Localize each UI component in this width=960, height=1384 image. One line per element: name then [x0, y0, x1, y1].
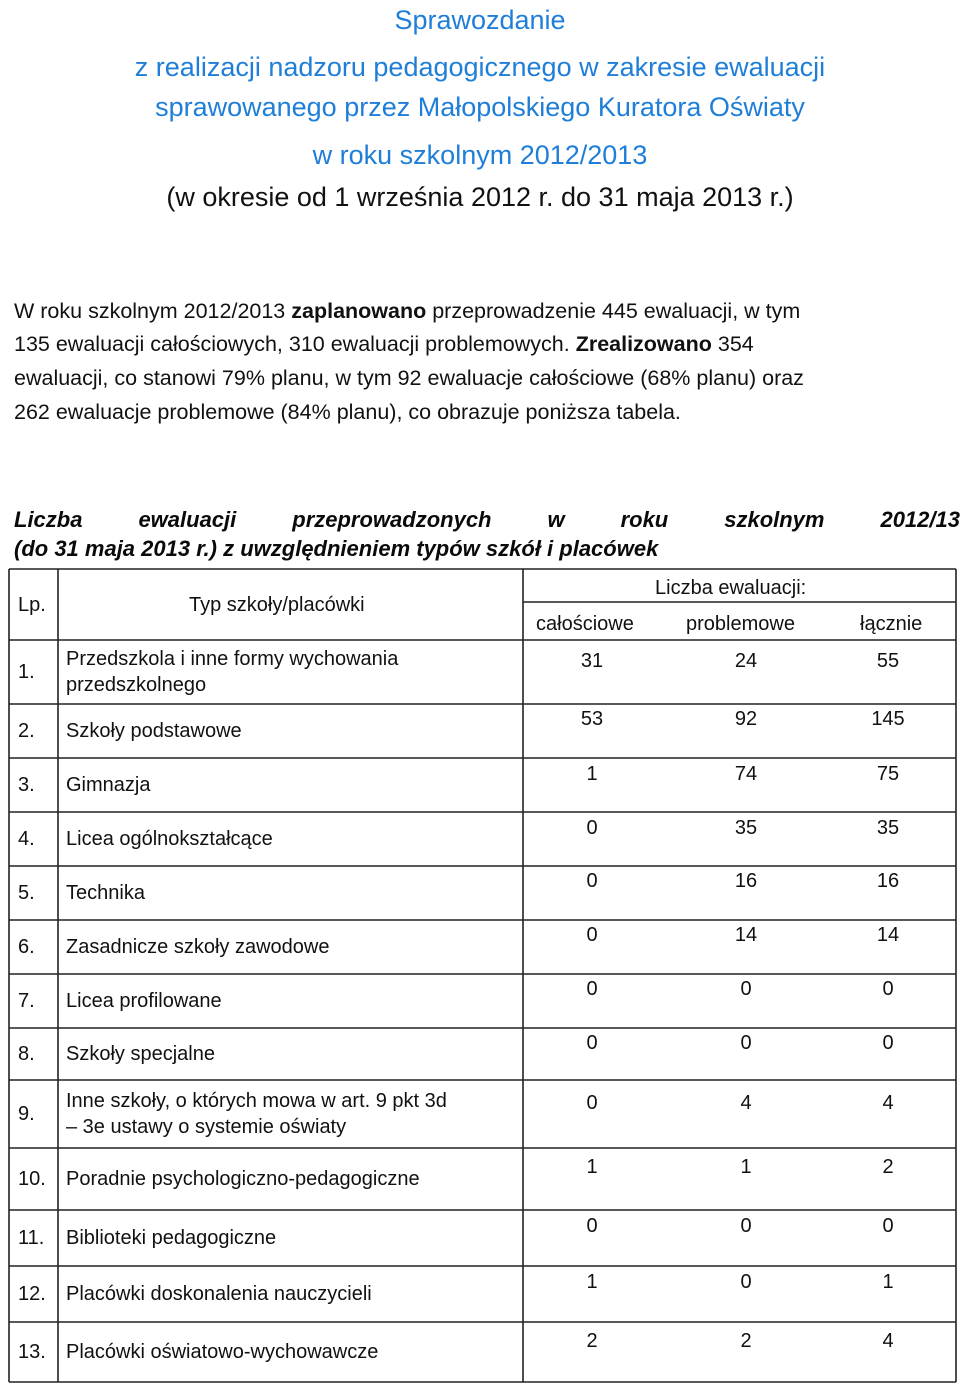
row-type: Szkoły specjalne: [66, 1043, 215, 1065]
table-heading-word: ewaluacji: [138, 507, 237, 532]
header-evaluation-count: Liczba ewaluacji:: [655, 577, 807, 599]
row-problem-count: 74: [734, 763, 758, 785]
row-type: Gimnazja: [66, 774, 151, 796]
row-problem-count: 0: [740, 1215, 752, 1237]
row-comprehensive-count: 0: [586, 1032, 598, 1054]
report-subtitle-line-1: z realizacji nadzoru pedagogicznego w zakresie ewaluacji: [134, 52, 826, 82]
table-heading-word: Liczba: [14, 507, 83, 532]
row-lp: 11.: [18, 1227, 45, 1249]
table-heading-word: przeprowadzonych: [292, 507, 492, 532]
row-total-count: 35: [876, 817, 900, 839]
intro-line-2: 135 ewaluacji całościowych, 310 ewaluacji problemowych. Zrealizowano 354: [14, 332, 754, 356]
header-comprehensive: całościowe: [536, 613, 634, 635]
row-total-count: 14: [876, 924, 900, 946]
row-comprehensive-count: 0: [586, 817, 598, 839]
report-school-year: w roku szkolnym 2012/2013: [312, 140, 648, 170]
row-comprehensive-count: 0: [586, 1092, 598, 1114]
intro-line-3: ewaluacji, co stanowi 79% planu, w tym 92 ewaluacje całościowe (68% planu) oraz: [14, 366, 804, 390]
row-problem-count: 0: [740, 1271, 752, 1293]
row-total-count: 4: [882, 1330, 894, 1352]
row-total-count: 0: [882, 1032, 894, 1054]
table-heading-word: roku: [620, 507, 669, 532]
row-problem-count: 24: [734, 650, 758, 672]
row-total-count: 16: [876, 870, 900, 892]
row-comprehensive-count: 0: [586, 978, 598, 1000]
row-type: Placówki doskonalenia nauczycieli: [66, 1283, 372, 1305]
table-heading-word: w: [547, 507, 565, 532]
row-lp: 13.: [18, 1341, 46, 1363]
row-problem-count: 0: [740, 978, 752, 1000]
row-type: Placówki oświatowo-wychowawcze: [66, 1341, 379, 1363]
row-comprehensive-count: 1: [586, 1271, 598, 1293]
row-lp: 8.: [18, 1043, 35, 1065]
row-type: – 3e ustawy o systemie oświaty: [66, 1116, 347, 1138]
row-comprehensive-count: 0: [586, 1215, 598, 1237]
row-total-count: 0: [882, 978, 894, 1000]
row-lp: 1.: [18, 661, 35, 683]
row-total-count: 55: [876, 650, 900, 672]
row-total-count: 145: [871, 708, 905, 730]
header-lp: Lp.: [18, 594, 46, 616]
row-total-count: 0: [882, 1215, 894, 1237]
row-type: Szkoły podstawowe: [66, 720, 242, 742]
row-comprehensive-count: 31: [580, 650, 604, 672]
row-lp: 3.: [18, 774, 35, 796]
row-problem-count: 1: [740, 1156, 752, 1178]
row-total-count: 4: [882, 1092, 894, 1114]
header-type: Typ szkoły/placówki: [189, 594, 365, 616]
row-type: Technika: [66, 882, 145, 904]
table-heading-line-2: (do 31 maja 2013 r.) z uwzględnieniem typów szkół i placówek: [14, 536, 659, 561]
row-comprehensive-count: 0: [586, 924, 598, 946]
row-comprehensive-count: 53: [580, 708, 604, 730]
row-lp: 9.: [18, 1103, 35, 1125]
row-total-count: 2: [882, 1156, 894, 1178]
row-comprehensive-count: 2: [586, 1330, 598, 1352]
row-type: Przedszkola i inne formy wychowania: [66, 648, 399, 670]
header-total: łącznie: [860, 613, 923, 635]
row-type: Biblioteki pedagogiczne: [66, 1227, 277, 1249]
table-heading-line-1: [14, 505, 960, 534]
row-lp: 12.: [18, 1283, 46, 1305]
row-comprehensive-count: 1: [586, 763, 598, 785]
row-type: Zasadnicze szkoły zawodowe: [66, 936, 330, 958]
report-subtitle-line-2: sprawowanego przez Małopolskiego Kuratora Oświaty: [155, 92, 805, 122]
row-comprehensive-count: 0: [586, 870, 598, 892]
intro-line-1: W roku szkolnym 2012/2013 zaplanowano przeprowadzenie 445 ewaluacji, w tym: [14, 299, 801, 323]
header-problem: problemowe: [686, 613, 795, 635]
row-problem-count: 2: [740, 1330, 752, 1352]
row-total-count: 1: [882, 1271, 894, 1293]
row-problem-count: 16: [734, 870, 758, 892]
report-period: (w okresie od 1 września 2012 r. do 31 maja 2013 r.): [166, 182, 794, 212]
row-type: Licea ogólnokształcące: [66, 828, 273, 850]
row-lp: 5.: [18, 882, 35, 904]
row-lp: 2.: [18, 720, 35, 742]
row-problem-count: 35: [734, 817, 758, 839]
row-problem-count: 4: [740, 1092, 752, 1114]
table-heading-word: szkolnym: [724, 507, 825, 532]
row-type: Poradnie psychologiczno-pedagogiczne: [66, 1168, 420, 1190]
row-lp: 10.: [18, 1168, 46, 1190]
row-problem-count: 92: [734, 708, 758, 730]
row-comprehensive-count: 1: [586, 1156, 598, 1178]
report-title: Sprawozdanie: [394, 5, 566, 35]
row-lp: 4.: [18, 828, 35, 850]
row-type: Inne szkoły, o których mowa w art. 9 pkt 3d: [66, 1090, 447, 1112]
row-problem-count: 14: [734, 924, 758, 946]
row-lp: 6.: [18, 936, 35, 958]
table-heading-word: 2012/13: [880, 507, 960, 532]
row-type: przedszkolnego: [66, 674, 207, 696]
row-total-count: 75: [876, 763, 900, 785]
row-problem-count: 0: [740, 1032, 752, 1054]
intro-line-4: 262 ewaluacje problemowe (84% planu), co obrazuje poniższa tabela.: [14, 400, 681, 424]
row-lp: 7.: [18, 990, 35, 1012]
row-type: Licea profilowane: [66, 990, 222, 1012]
